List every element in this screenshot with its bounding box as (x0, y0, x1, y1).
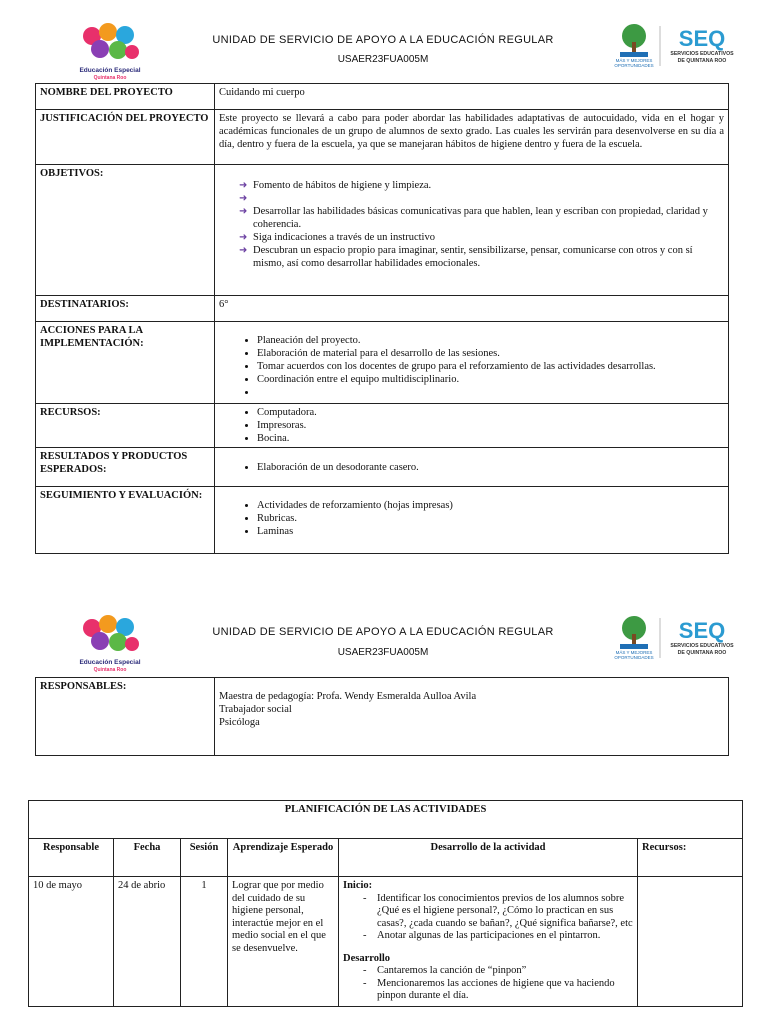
destinatarios-value: 6° (215, 296, 729, 322)
acciones-cell (215, 322, 729, 404)
row-objetivos (36, 165, 729, 296)
svg-text:SEQ: SEQ (678, 26, 726, 51)
arrow-bullet-icon: ➜ (239, 193, 248, 204)
row-seguimiento (36, 487, 729, 554)
svg-text:Quintana Roo: Quintana Roo (93, 75, 127, 81)
responsable-line: Maestra de pedagogía: Profa. Wendy Esmeralda Aulloa Avila (219, 691, 477, 702)
col-responsable: Responsable (29, 839, 114, 877)
arrow-bullet-icon: ➜ (239, 206, 248, 217)
svg-text:DE QUINTANA ROO: DE QUINTANA ROO (677, 58, 727, 64)
list-item: • Elaboración de material para el desarrollo de las sesiones. (257, 347, 724, 360)
page-header-2 (0, 614, 768, 674)
unit-code: USAER23FUA005M (337, 647, 429, 658)
col-sesion: Sesión (181, 839, 228, 877)
resultados-list (219, 461, 724, 474)
svg-text:SEQ: SEQ (678, 618, 726, 643)
svg-text:Educación Especial: Educación Especial (79, 67, 141, 74)
list-item: • Computadora. (257, 406, 724, 419)
justificacion-label: JUSTIFICACIÓN DEL PROYECTO (36, 110, 215, 165)
svg-text:SERVICIOS EDUCATIVOS: SERVICIOS EDUCATIVOS (670, 51, 734, 57)
list-item: - Anotar algunas de las participaciones en el pintarron. (363, 930, 633, 943)
plan-title: PLANIFICACIÓN DE LAS ACTIVIDADES (29, 801, 743, 839)
list-item: ➜ Fomento de hábitos de higiene y limpieza. (239, 180, 432, 191)
seguimiento-cell (215, 487, 729, 554)
unit-code: USAER23FUA005M (337, 54, 429, 65)
unit-title: UNIDAD DE SERVICIO DE APOYO A LA EDUCACIÓN REGULAR (212, 626, 554, 638)
svg-text:OPORTUNIDADES: OPORTUNIDADES (614, 655, 654, 660)
seq-logo (612, 22, 736, 82)
responsables-label: RESPONSABLES: (36, 678, 215, 756)
row-resultados (36, 448, 729, 487)
cell-fecha: 24 de abrio (114, 877, 181, 1007)
project-table (35, 83, 729, 554)
objetivos-label: OBJETIVOS: (36, 165, 215, 296)
list-item: ➜ Descubran un espacio propio para imaginar, sentir, sensibilizarse, pensar, comunicarse con otros y con sí mismo, así como desarrollar habilidades emocionales. (239, 245, 693, 269)
list-item: • Elaboración de un desodorante casero. (257, 461, 724, 474)
list-item: • Rubricas. (257, 512, 724, 525)
responsable-line: Trabajador social (219, 704, 292, 715)
educacion-especial-logo (78, 614, 142, 674)
cell-sesion: 1 (181, 877, 228, 1007)
arrow-bullet-icon: ➜ (239, 245, 248, 256)
plan-title-row (29, 801, 743, 839)
row-destinatarios (36, 296, 729, 322)
desarrollo-list (343, 965, 633, 1003)
list-item: • Actividades de reforzamiento (hojas impresas) (257, 499, 724, 512)
seguimiento-label: SEGUIMIENTO Y EVALUACIÓN: (36, 487, 215, 554)
arrow-bullet-icon: ➜ (239, 180, 248, 191)
svg-text:Quintana Roo: Quintana Roo (93, 667, 127, 673)
list-item: • Impresoras. (257, 419, 724, 432)
seguimiento-list (219, 499, 724, 538)
inicio-list (343, 893, 633, 943)
row-nombre (36, 84, 729, 110)
destinatarios-label: DESTINATARIOS: (36, 296, 215, 322)
seq-logo (612, 614, 736, 674)
list-item: • Bocina. (257, 432, 724, 445)
list-item: - Cantaremos la canción de “pinpon” (363, 965, 633, 978)
planificacion-table (28, 800, 743, 1007)
list-item: • Coordinación entre el equipo multidisciplinario. (257, 373, 724, 386)
col-desarrollo: Desarrollo de la actividad (339, 839, 638, 877)
list-item: • Laminas (257, 525, 724, 538)
list-item: • Planeación del proyecto. (257, 334, 724, 347)
arrow-bullet-icon: ➜ (239, 232, 248, 243)
unit-title: UNIDAD DE SERVICIO DE APOYO A LA EDUCACIÓN REGULAR (212, 34, 554, 46)
educacion-especial-logo (78, 22, 142, 82)
list-item: - Mencionaremos las acciones de higiene que va haciendo pinpon durante el día. (363, 978, 633, 1003)
table-row (29, 877, 743, 1007)
col-recursos: Recursos: (638, 839, 743, 877)
list-item: - Identificar los conocimientos previos de los alumnos sobre ¿Qué es el higiene personal?, ¿Cómo lo practican en sus casas?, ¿cada cuando se bañan?, ¿Qué significa bañarse?, etc (363, 893, 633, 931)
list-item (257, 386, 724, 399)
row-justificacion (36, 110, 729, 165)
nombre-label: NOMBRE DEL PROYECTO (36, 84, 215, 110)
svg-text:MÁS Y MEJORES: MÁS Y MEJORES (615, 650, 653, 655)
resultados-label: RESULTADOS Y PRODUCTOS ESPERADOS: (36, 448, 215, 487)
recursos-list (219, 406, 724, 445)
recursos-label: RECURSOS: (36, 404, 215, 448)
row-responsables (36, 678, 729, 756)
acciones-label: ACCIONES PARA LA IMPLEMENTACIÓN: (36, 322, 215, 404)
plan-header-row (29, 839, 743, 877)
cell-aprendizaje: Lograr que por medio del cuidado de su higiene personal, interactúe mejor en el medio social en el que se desenvuelve. (228, 877, 339, 1007)
list-item: ➜ Siga indicaciones a través de un instructivo (239, 232, 435, 243)
col-aprendizaje: Aprendizaje Esperado (228, 839, 339, 877)
row-acciones (36, 322, 729, 404)
svg-text:Educación Especial: Educación Especial (79, 659, 141, 666)
objetivos-cell (215, 165, 729, 296)
list-item (239, 192, 724, 205)
justificacion-value: Este proyecto se llevará a cabo para poder abordar las habilidades adaptativas de autocuidado, vida en el hogar y académicas funcionales de un grupo de alumnos de sexto grado. Las cuales les servirán para desenvolverse en su día a día, dentro y fuera de la escuela, ya que se manejaran hábitos de higiene dentro y fuera de la escuela. (215, 110, 729, 165)
list-item: ➜ Desarrollar las habilidades básicas comunicativas para que hablen, lean y escriban con propiedad, claridad y coherencia. (239, 206, 708, 230)
cell-desarrollo (339, 877, 638, 1007)
svg-text:MÁS Y MEJORES: MÁS Y MEJORES (615, 58, 653, 63)
cell-recursos (638, 877, 743, 1007)
svg-text:SERVICIOS EDUCATIVOS: SERVICIOS EDUCATIVOS (670, 643, 734, 649)
responsables-table (35, 677, 729, 756)
responsable-line: Psicóloga (219, 717, 260, 728)
page-header (0, 22, 768, 82)
resultados-cell (215, 448, 729, 487)
acciones-list (219, 334, 724, 399)
cell-responsable: 10 de mayo (29, 877, 114, 1007)
nombre-value: Cuidando mi cuerpo (215, 84, 729, 110)
row-recursos (36, 404, 729, 448)
responsables-cell (215, 678, 729, 756)
inicio-label: Inicio: (343, 880, 373, 891)
objetivos-list (219, 179, 724, 270)
svg-text:OPORTUNIDADES: OPORTUNIDADES (614, 63, 654, 68)
col-fecha: Fecha (114, 839, 181, 877)
recursos-cell (215, 404, 729, 448)
list-item: • Tomar acuerdos con los docentes de grupo para el reforzamiento de las actividades desarrollas. (257, 360, 724, 373)
svg-text:DE QUINTANA ROO: DE QUINTANA ROO (677, 650, 727, 656)
desarrollo-label: Desarrollo (343, 952, 391, 964)
